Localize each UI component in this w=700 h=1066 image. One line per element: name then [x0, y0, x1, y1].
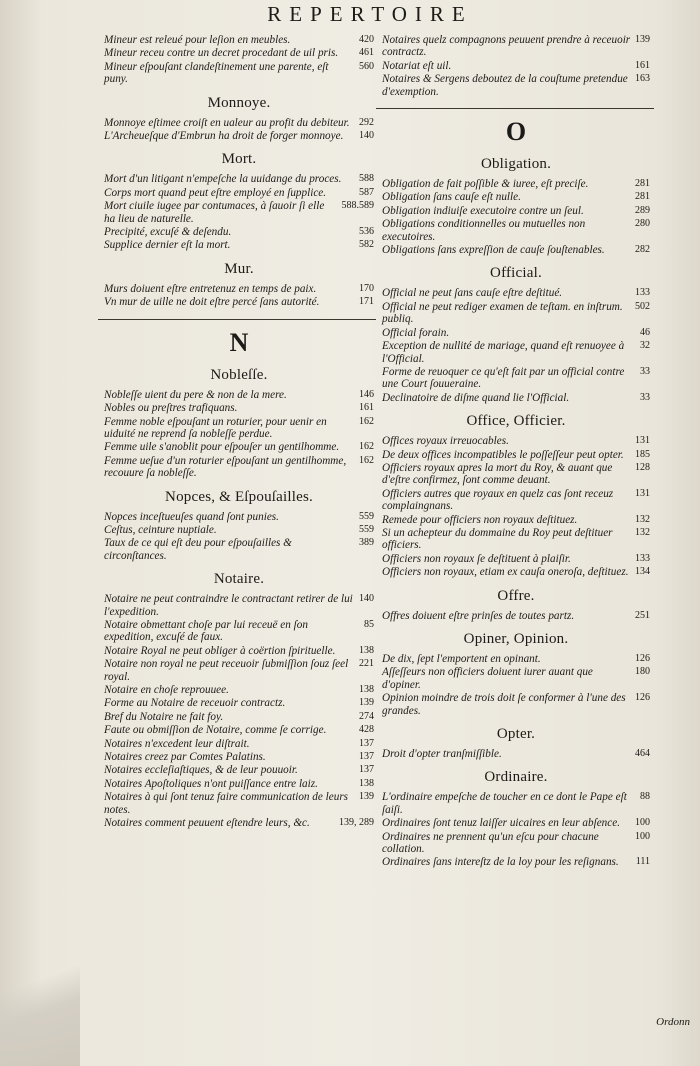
- entry-text: Corps mort quand peut eſtre employé en ſupplice.: [104, 186, 327, 199]
- index-entry: [104, 764, 374, 776]
- entry-text: Ordinaires ſans intereſtz de la loy pour les reſignans.: [382, 856, 619, 869]
- entry-text: Droit d'opter tranſmiſſible.: [382, 748, 502, 761]
- page-reference: 162: [359, 441, 374, 453]
- index-entry: [104, 130, 374, 142]
- index-entry: [382, 553, 650, 565]
- catchword: Ordonn: [656, 1016, 690, 1028]
- page-reference: 46: [640, 326, 650, 338]
- index-entry: [382, 366, 650, 391]
- index-entry: [104, 524, 374, 536]
- page-reference: 139: [359, 697, 374, 709]
- entry-text: Mineur receu contre un decret procedant de uil pris.: [104, 47, 339, 60]
- page-reference: 170: [359, 282, 374, 294]
- entry-text: Officiers autres que royaux en quelz cas ſont receuz complaingnans.: [382, 487, 614, 513]
- section-rule: [376, 108, 654, 109]
- page-reference: 139, 289: [339, 817, 374, 829]
- page-reference: 163: [635, 73, 650, 85]
- entry-text: Offices royaux irreuocables.: [382, 435, 509, 448]
- index-entry: [104, 200, 374, 225]
- index-entry: [382, 392, 650, 404]
- left-column: [104, 34, 374, 830]
- section-heading: Office, Officier.: [466, 413, 566, 430]
- entry-text: Notaires & Sergens deboutez de la couſtume pretendue d'exemption.: [382, 73, 628, 98]
- section-heading: Offre.: [497, 587, 535, 604]
- entry-text: L'Archeueſque d'Embrun ha droit de forger monnoye.: [104, 130, 344, 143]
- page-reference: 131: [635, 487, 650, 499]
- page-reference: 139: [635, 34, 650, 45]
- page-corner-shadow: [0, 926, 80, 1066]
- index-entry: [104, 283, 374, 295]
- section-heading: Official.: [490, 265, 542, 282]
- entry-text: Murs doiuent eſtre entretenuz en temps de paix.: [104, 282, 317, 295]
- page-reference: 587: [359, 186, 374, 198]
- entry-text: Ceſtus, ceinture nuptiale.: [104, 523, 217, 536]
- index-entry: [104, 697, 374, 709]
- page-reference: 138: [359, 684, 374, 695]
- entry-text: Notaire en choſe reprouuee.: [104, 684, 229, 696]
- index-entry: [104, 511, 374, 523]
- page-reference: 100: [635, 817, 650, 829]
- index-entry: [382, 748, 650, 760]
- page-reference: 588.589: [341, 200, 374, 212]
- page-reference: 221: [359, 658, 374, 670]
- page-reference: 251: [635, 609, 650, 621]
- index-entry: [382, 287, 650, 299]
- entry-text: Officiers royaux apres la mort du Roy, & auant que d'eſtre confirmez, ſont comme deuant.: [382, 461, 613, 487]
- entry-text: Notaires eccleſiaſtiques, & de leur pouuoir.: [104, 764, 298, 777]
- page-reference: 139: [359, 791, 374, 803]
- index-entry: [104, 187, 374, 199]
- page-reference: 126: [635, 692, 650, 704]
- index-entry: [104, 117, 374, 129]
- entry-text: Obligation ſans cauſe eſt nulle.: [382, 191, 521, 204]
- page-reference: 131: [635, 435, 650, 447]
- entry-text: Mort d'un litigant n'empeſche la uuidange du proces.: [104, 173, 342, 186]
- index-entry: [382, 692, 650, 717]
- entry-text: Faute ou obmiſſion de Notaire, comme ſe corrige.: [104, 724, 327, 737]
- page-reference: 137: [359, 751, 374, 763]
- entry-text: Exception de nullité de mariage, quand eſt renuoyee à l'Official.: [382, 340, 625, 365]
- index-entry: [104, 658, 374, 683]
- entry-text: Mort ciuile iugee par contumaces, à ſauoir ſi elle ha lieu de naturelle.: [104, 200, 325, 225]
- page-reference: 185: [635, 448, 650, 460]
- section-rule: [98, 319, 376, 320]
- page-reference: 138: [359, 644, 374, 656]
- index-entry: [104, 47, 374, 59]
- page-reference: 140: [359, 593, 374, 605]
- entry-text: Femme uile s'anoblit pour eſpouſer un gentilhomme.: [104, 441, 340, 454]
- entry-text: Notaires quelz compagnons peuuent prendre à receuoir contractz.: [382, 34, 631, 59]
- page-reference: 560: [359, 60, 374, 72]
- page-reference: 282: [635, 244, 650, 256]
- entry-text: Bref du Notaire ne fait foy.: [104, 710, 224, 723]
- right-column: [382, 34, 650, 870]
- index-entry: [104, 738, 374, 750]
- section-heading: Nobleſſe.: [210, 366, 268, 383]
- index-entry: [382, 488, 650, 513]
- index-entry: [382, 218, 650, 243]
- index-entry: [382, 449, 650, 461]
- page-reference: 33: [640, 391, 650, 403]
- page-reference: 85: [364, 618, 374, 630]
- entry-text: Mineur est releué pour leſion en meubles.: [104, 34, 291, 46]
- entry-text: De deux offices incompatibles le poſſeſſeur peut opter.: [382, 448, 624, 461]
- page-reference: 281: [635, 191, 650, 203]
- entry-text: Notaire ne peut contraindre le contractant retirer de lui l'expedition.: [104, 593, 353, 618]
- index-entry: [104, 593, 374, 618]
- page-reference: 138: [359, 777, 374, 789]
- entry-text: L'ordinaire empeſche de toucher en ce dont le Pape eſt ſaiſi.: [382, 791, 627, 816]
- page-reference: 128: [635, 461, 650, 473]
- index-entry: [104, 817, 374, 829]
- page-reference: 280: [635, 218, 650, 230]
- index-entry: [104, 537, 374, 562]
- index-entry: [382, 653, 650, 665]
- page-reference: 132: [635, 526, 650, 538]
- entry-text: Notaires à qui ſont tenuz faire communication de leurs notes.: [104, 791, 349, 816]
- entry-text: Si un achepteur du dommaine du Roy peut deſtituer officiers.: [382, 526, 613, 552]
- entry-text: Obligation de fait poſſible & iuree, eſt preciſe.: [382, 178, 589, 191]
- index-entry: [382, 301, 650, 326]
- index-entry: [104, 416, 374, 441]
- entry-text: Supplice dernier eſt la mort.: [104, 239, 231, 252]
- entry-text: Monnoye eſtimee croiſt en ualeur au profit du debiteur.: [104, 116, 350, 129]
- index-entry: [104, 455, 374, 480]
- entry-text: Officiers non royaux, etiam ex cauſa oneroſa, deſtituez.: [382, 566, 629, 579]
- entry-text: Notaire obmettant choſe par lui receuë en ſon expedition, excuſé de faux.: [104, 618, 308, 644]
- entry-text: Notaires creez par Comtes Palatins.: [104, 751, 266, 764]
- page-reference: 464: [635, 748, 650, 760]
- page-reference: 88: [640, 791, 650, 803]
- index-entry: [104, 296, 374, 308]
- page-reference: 133: [635, 287, 650, 299]
- entry-text: Official ne peut ſans cauſe eſtre deſtitué.: [382, 287, 563, 300]
- page-reference: 162: [359, 415, 374, 427]
- entry-text: De dix, ſept l'emportent en opinant.: [382, 653, 541, 665]
- section-heading: Opiner, Opinion.: [463, 631, 569, 647]
- index-entry: [104, 34, 374, 46]
- entry-text: Notaires n'excedent leur diſtrait.: [104, 737, 250, 750]
- page-reference: 502: [635, 300, 650, 312]
- entry-text: Aſſeſſeurs non officiers doiuent iurer auant que d'opiner.: [382, 666, 593, 691]
- entry-text: Obligations ſans expreſſion de cauſe ſouſtenables.: [382, 244, 605, 257]
- entry-text: Femme noble eſpouſant un roturier, pour uenir en uiduité ne reprend ſa nobleſſe perdue.: [104, 415, 327, 440]
- section-heading: Mort.: [221, 151, 257, 168]
- page-reference: 137: [359, 764, 374, 776]
- entry-text: Obligations conditionnelles ou mutuelles non executoires.: [382, 218, 586, 243]
- page-reference: 161: [635, 59, 650, 71]
- entry-text: Official forain.: [382, 326, 450, 339]
- alphabet-letter-heading: O: [505, 117, 527, 147]
- index-entry: [382, 831, 650, 856]
- page-reference: 281: [635, 178, 650, 190]
- section-heading: Mur.: [224, 260, 254, 277]
- page-reference: 134: [635, 566, 650, 578]
- section-heading: Monnoye.: [207, 94, 271, 111]
- index-entry: [104, 402, 374, 414]
- alphabet-letter-heading: N: [229, 327, 249, 357]
- page-reference: 274: [359, 710, 374, 722]
- index-entry: [382, 817, 650, 829]
- index-entry: [382, 34, 650, 59]
- page-reference: 536: [359, 226, 374, 238]
- page-reference: 588: [359, 173, 374, 185]
- index-entry: [104, 751, 374, 763]
- page-reference: 582: [359, 239, 374, 251]
- index-entry: [104, 645, 374, 657]
- index-entry: [104, 389, 374, 401]
- index-entry: [104, 724, 374, 736]
- page-reference: 180: [635, 666, 650, 678]
- index-entry: [382, 514, 650, 526]
- entry-text: Femme ueſue d'un roturier eſpouſant un gentilhomme, recouure ſa nobleſſe.: [104, 454, 347, 480]
- index-entry: [382, 435, 650, 447]
- section-heading: Notaire.: [213, 571, 265, 588]
- entry-text: Notaire Royal ne peut obliger à coërtion ſpirituelle.: [104, 644, 336, 657]
- page-reference: 32: [640, 340, 650, 352]
- page-reference: 126: [635, 653, 650, 664]
- entry-text: Nopces inceſtueuſes quand ſont punies.: [104, 510, 279, 523]
- index-entry: [382, 340, 650, 365]
- entry-text: Offres doiuent eſtre prinſes de toutes partz.: [382, 609, 575, 622]
- index-entry: [382, 856, 650, 868]
- entry-text: Official ne peut rediger examen de teſtam. en inſtrum. publiq.: [382, 300, 623, 326]
- entry-text: Nobles ou preſtres trafiquans.: [104, 402, 238, 415]
- index-entry: [104, 684, 374, 696]
- index-entry: [104, 61, 374, 86]
- page-reference: 420: [359, 34, 374, 45]
- page-reference: 461: [359, 47, 374, 59]
- page-reference: 146: [359, 388, 374, 400]
- page-reference: 292: [359, 116, 374, 128]
- index-entry: [104, 711, 374, 723]
- page-reference: 559: [359, 523, 374, 535]
- section-heading: Nopces, & Eſpouſailles.: [165, 488, 313, 505]
- index-entry: [104, 173, 374, 185]
- section-heading: Obligation.: [480, 156, 552, 173]
- index-entry: [382, 244, 650, 256]
- page-reference: 162: [359, 454, 374, 466]
- index-entry: [382, 60, 650, 72]
- index-entry: [382, 666, 650, 691]
- entry-text: Declinatoire de diſme quand lie l'Official.: [382, 391, 570, 404]
- index-entry: [104, 778, 374, 790]
- entry-text: Vn mur de uille ne doit eſtre percé ſans autorité.: [104, 296, 320, 309]
- page-reference: 33: [640, 365, 650, 377]
- entry-text: Remede pour officiers non royaux deſtituez.: [382, 513, 578, 526]
- page-reference: 289: [635, 204, 650, 216]
- page-reference: 428: [359, 724, 374, 736]
- page-reference: 171: [359, 296, 374, 308]
- entry-text: Precipité, excuſé & deſendu.: [104, 226, 232, 239]
- page-reference: 389: [359, 537, 374, 549]
- entry-text: Opinion moindre de trois doit ſe conformer à l'une des grandes.: [382, 692, 626, 717]
- entry-text: Forme au Notaire de receuoir contractz.: [104, 697, 286, 710]
- page-reference: 137: [359, 737, 374, 749]
- index-entry: [382, 178, 650, 190]
- entry-text: Notariat eſt uil.: [382, 59, 452, 72]
- index-entry: [382, 527, 650, 552]
- section-heading: Opter.: [496, 726, 536, 743]
- entry-text: Nobleſſe uient du pere & non de la mere.: [104, 388, 287, 401]
- entry-text: Notaire non royal ne peut receuoir ſubmiſſion ſouz ſeel royal.: [104, 658, 349, 683]
- entry-text: Obligation indiuiſe executoire contre un ſeul.: [382, 204, 584, 217]
- page-reference: 133: [635, 552, 650, 564]
- index-entry: [382, 327, 650, 339]
- index-entry: [104, 239, 374, 251]
- page-reference: 100: [635, 830, 650, 842]
- index-entry: [382, 205, 650, 217]
- section-heading: Ordinaire.: [484, 769, 548, 786]
- index-entry: [382, 73, 650, 98]
- index-entry: [382, 610, 650, 622]
- entry-text: Ordinaires ſont tenuz laiſſer uicaires en leur abſence.: [382, 817, 621, 830]
- index-entry: [104, 441, 374, 453]
- entry-text: Ordinaires ne prennent qu'un eſcu pour chacune collation.: [382, 830, 599, 856]
- page-running-title: REPERTOIRE: [267, 2, 473, 26]
- entry-text: Mineur eſpouſant clandeſtinement une parente, eſt puny.: [104, 60, 329, 86]
- index-entry: [382, 462, 650, 487]
- page-reference: 132: [635, 513, 650, 525]
- index-entry: [104, 619, 374, 644]
- index-entry: [382, 566, 650, 578]
- page-reference: 111: [635, 856, 650, 868]
- entry-text: Notaires Apoſtoliques n'ont puiſſance entre laiz.: [104, 777, 318, 790]
- entry-text: Notaires comment peuuent eſtendre leurs, &c.: [104, 817, 310, 830]
- page-reference: 140: [359, 130, 374, 142]
- entry-text: Officiers non royaux ſe deſtituent à plaiſir.: [382, 552, 571, 565]
- page-reference: 559: [359, 510, 374, 522]
- index-entry: [382, 791, 650, 816]
- entry-text: Taux de ce qui eſt deu pour eſpouſailles & circonſtances.: [104, 537, 292, 562]
- page-reference: 161: [359, 402, 374, 414]
- index-entry: [104, 791, 374, 816]
- entry-text: Forme de reuoquer ce qu'eſt fait par un official contre une Court ſouueraine.: [382, 365, 625, 391]
- index-entry: [382, 191, 650, 203]
- index-entry: [104, 226, 374, 238]
